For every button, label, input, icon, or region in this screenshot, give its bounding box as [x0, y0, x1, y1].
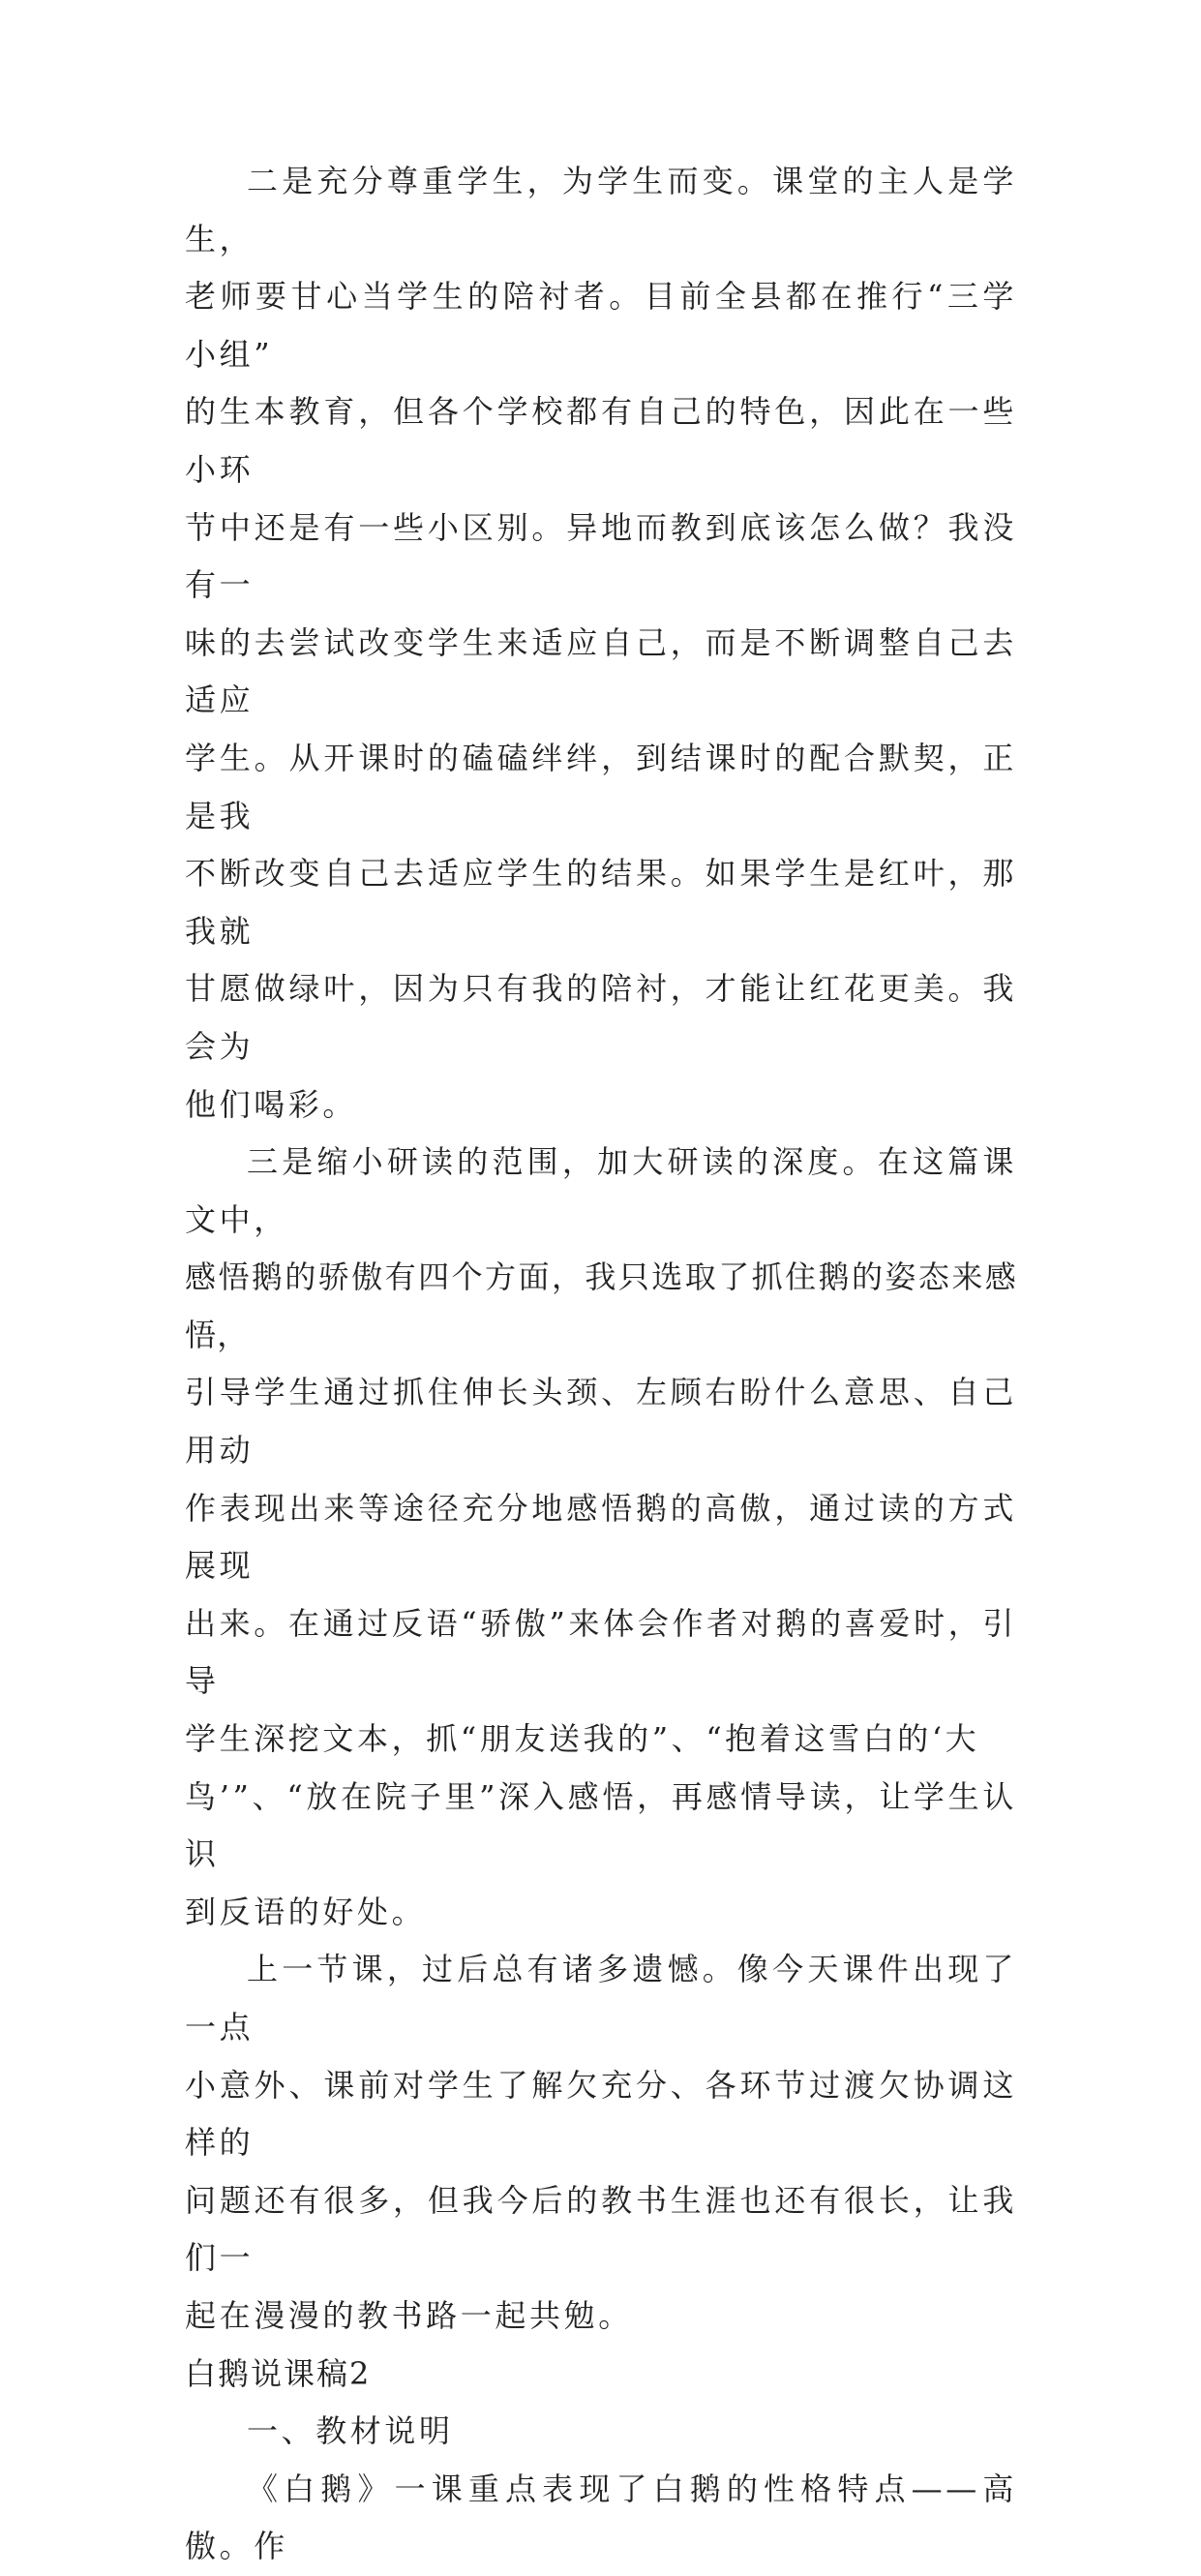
paragraph-line: 学生深挖文本，抓“朋友送我的”、“抱着这雪白的‘大 [185, 1720, 980, 1758]
paragraph-line: 上一节课，过后总有诸多遗憾。像今天课件出现了一点 [185, 1951, 1017, 2046]
paragraph-line: 鸟’”、“放在院子里”深入感悟，再感情导读，让学生认识 [185, 1777, 1017, 1873]
paragraph-line: 甘愿做绿叶，因为只有我的陪衬，才能让红花更美。我会为 [185, 970, 1017, 1065]
paragraph-line: 三是缩小研读的范围，加大研读的深度。在这篇课文中， [185, 1143, 1017, 1238]
paragraph-textbook-intro: 《白鹅》一课重点表现了白鹅的性格特点——高傲。作 [185, 2470, 1017, 2565]
paragraph-line: 小意外、课前对学生了解欠充分、各环节过渡欠协调这样的 [185, 2066, 1017, 2162]
paragraph-line: 作表现出来等途径充分地感悟鹅的高傲，通过读的方式展现 [185, 1489, 1017, 1585]
paragraph-line: 味的去尝试改变学生来适应自己，而是不断调整自己去适应 [185, 623, 1017, 719]
paragraph-line: 问题还有很多，但我今后的教书生涯也还有很长，让我们一 [185, 2181, 1017, 2277]
paragraph-line: 节中还是有一些小区别。异地而教到底该怎么做？我没有一 [185, 508, 1017, 604]
paragraph-reflection [185, 1941, 1017, 2345]
paragraph-narrow-scope [185, 1134, 1017, 1941]
paragraph-line: 起在漫漫的教书路一起共勉。 [185, 2296, 633, 2334]
paragraph-line: 二是充分尊重学生，为学生而变。课堂的主人是学生， [185, 163, 1017, 258]
paragraph-line: 他们喝彩。 [185, 1085, 358, 1123]
paragraph-line: 到反语的好处。 [185, 1893, 427, 1930]
paragraph-line: 感悟鹅的骄傲有四个方面，我只选取了抓住鹅的姿态来感悟， [185, 1258, 1017, 1353]
section-title: 白鹅说课稿2 [185, 2354, 372, 2392]
paragraph-line: 学生。从开课时的磕磕绊绊，到结课时的配合默契，正是我 [185, 739, 1017, 834]
paragraph-line: 出来。在通过反语“骄傲”来体会作者对鹅的喜爱时，引导 [185, 1604, 1017, 1700]
paragraph-line: 引导学生通过抓住伸长头颈、左顾右盼什么意思、自己用动 [185, 1374, 1017, 1470]
paragraph-line: 的生本教育，但各个学校都有自己的特色，因此在一些小环 [185, 393, 1017, 488]
paragraph-line: 不断改变自己去适应学生的结果。如果学生是红叶，那我就 [185, 855, 1017, 950]
document-body [185, 153, 1017, 2576]
paragraph-line: 老师要甘心当学生的陪衬者。目前全县都在推行“三学小组” [185, 278, 1017, 373]
subheading: 一、教材说明 [247, 2412, 454, 2450]
paragraph-respect-students [185, 153, 1017, 1134]
